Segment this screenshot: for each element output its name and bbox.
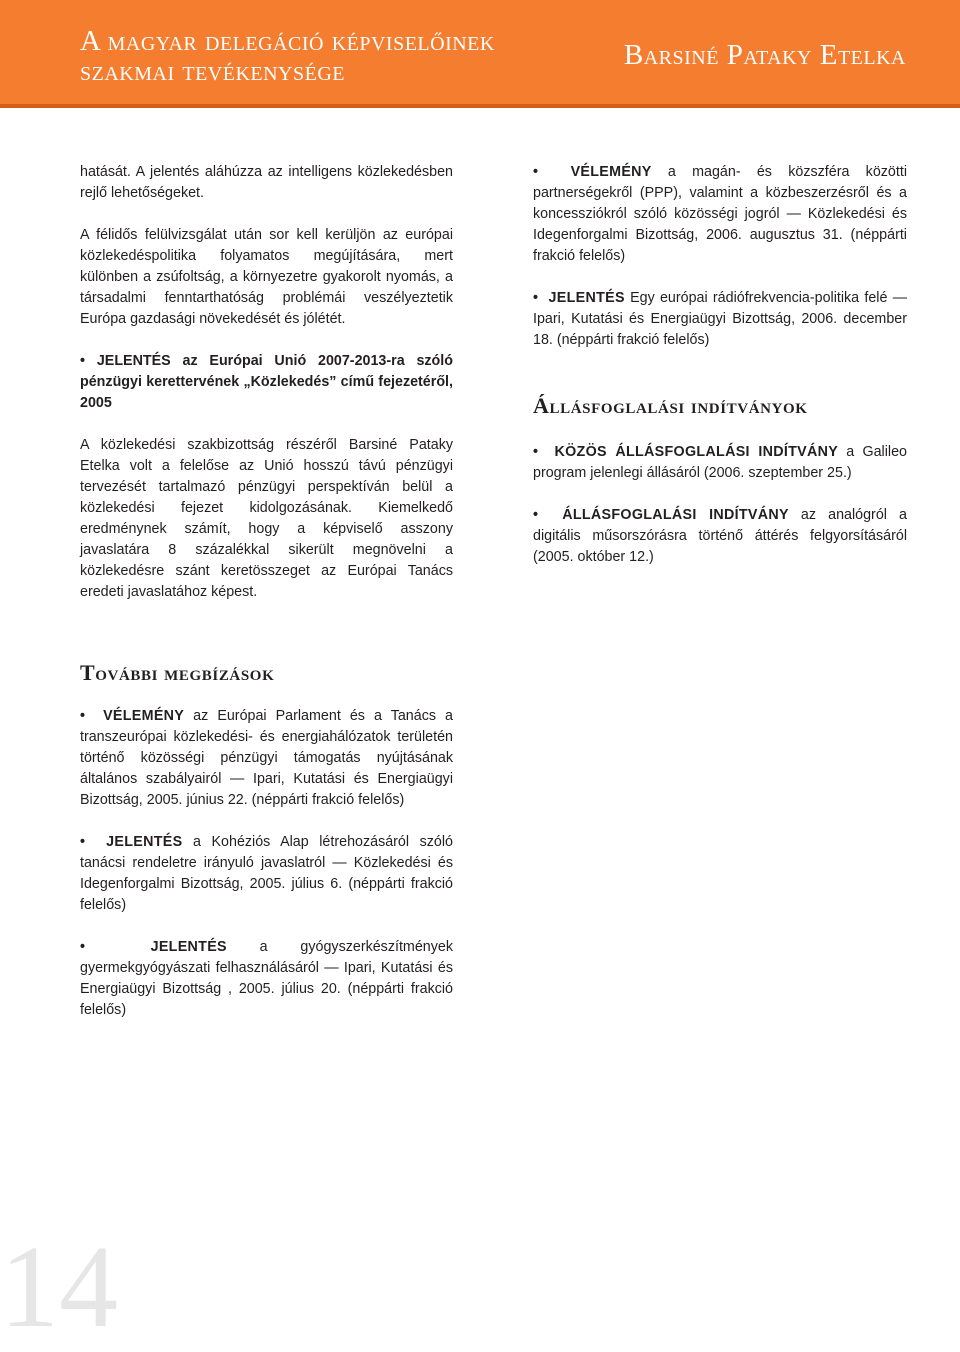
item-text: a magán- és közszféra közötti partnerségekről (PPP), valamint a közbeszerzésről és a koncessziókról szóló közösségi jogról ― Közlekedési és Idegenforgalmi Bizottság, 2006. augusztus 31. (néppárti frakció felelős)	[533, 164, 907, 264]
item-keyword: JELENTÉS	[106, 834, 183, 850]
report-heading	[80, 351, 453, 414]
item-text: a Kohéziós Alap létrehozásáról szóló tanácsi rendeletre irányuló javaslatról ― Közlekedési és Idegenforgalmi Bizottság, 2005. július 6. (néppárti frakció felelős)	[80, 834, 453, 913]
item-keyword: VÉLEMÉNY	[570, 164, 652, 180]
item-text: az analógról a digitális műsorszórásra történő áttérés felgyorsításáról (2005. október 12.)	[533, 507, 907, 565]
member-name: Barsiné Pataky Etelka	[623, 39, 906, 71]
page-number: 14	[0, 1221, 118, 1352]
header-title-line1: A magyar delegáció képviselőinek	[80, 25, 495, 57]
bullet-icon: •	[80, 834, 86, 850]
bottom-column	[80, 660, 453, 1021]
bullet-icon: •	[533, 164, 539, 180]
list-item	[80, 937, 453, 1021]
header-divider	[0, 104, 960, 108]
item-text: a gyógyszerkészítmények gyermekgyógyászati felhasználásáról ― Ipari, Kutatási és Energiaügyi Bizottság , 2005. július 20. (néppárti frakció felelős)	[80, 939, 453, 1018]
paragraph: A félidős felülvizsgálat után sor kell kerüljön az európai közlekedéspolitika folyamatos megújítására, mert különben a zsúfoltság, a környezetre gyakorolt nyomás, a társadalmi fenntarthatóság problémái veszélyeztetik Európa gazdasági növekedését és jólétét.	[80, 227, 453, 327]
item-text: az Európai Parlament és a Tanács a transzeurópai közlekedési- és energiahálózatok területén történő közösségi pénzügyi támogatás nyújtásának általános szabályairól ― Ipari, Kutatási és Energiaügyi Bizottság, 2005. június 22. (néppárti frakció felelős)	[80, 708, 453, 808]
bullet-icon: •	[533, 507, 539, 523]
bullet-icon: •	[80, 353, 86, 369]
left-column	[80, 162, 453, 603]
bullet-icon: •	[80, 939, 86, 955]
section-heading: Állásfoglalási indítványok	[533, 393, 808, 418]
item-keyword: JELENTÉS	[150, 939, 227, 955]
bullet-icon: •	[533, 444, 539, 460]
paragraph: hatását. A jelentés aláhúzza az intelligens közlekedésben rejlő lehetőségeket.	[80, 164, 453, 201]
header-title-line2: szakmai tevékenysége	[80, 55, 346, 87]
item-keyword: KÖZÖS ÁLLÁSFOGLALÁSI INDÍTVÁNY	[554, 444, 839, 460]
section-heading: További megbízások	[80, 660, 275, 685]
list-item	[533, 505, 907, 568]
report-title: JELENTÉS az Európai Unió 2007-2013-ra szóló pénzügyi kerettervének „Közlekedés” című fejezetéről, 2005	[80, 353, 453, 411]
paragraph: A közlekedési szakbizottság részéről Barsiné Pataky Etelka volt a felelőse az Unió hosszú távú pénzügyi tervezését tartalmazó pénzügyi perspektíván belül a közlekedési fejezet kidolgozásának. Kiemelkedő eredménynek számít, hogy a képviselő asszony javaslatára 8 százalékkal sikerült megnövelni a közlekedésre szánt keretösszeget az Európai Tanács eredeti javaslatához képest.	[80, 437, 453, 600]
header-title	[80, 26, 495, 86]
list-item	[533, 442, 907, 484]
list-item	[80, 706, 453, 811]
item-keyword: ÁLLÁSFOGLALÁSI INDÍTVÁNY	[562, 507, 789, 523]
list-item	[533, 288, 907, 351]
list-item	[80, 832, 453, 916]
bullet-icon: •	[80, 708, 86, 724]
page-header	[0, 0, 960, 108]
item-keyword: JELENTÉS	[548, 290, 625, 306]
item-text: Egy európai rádiófrekvencia-politika felé ― Ipari, Kutatási és Energiaügyi Bizottság, 2006. december 18. (néppárti frakció felelős)	[533, 290, 907, 348]
bullet-icon: •	[533, 290, 539, 306]
list-item	[533, 162, 907, 267]
item-text: a Galileo program jelenlegi állásáról (2006. szeptember 25.)	[533, 444, 907, 481]
item-keyword: VÉLEMÉNY	[103, 708, 185, 724]
right-column	[533, 162, 907, 568]
